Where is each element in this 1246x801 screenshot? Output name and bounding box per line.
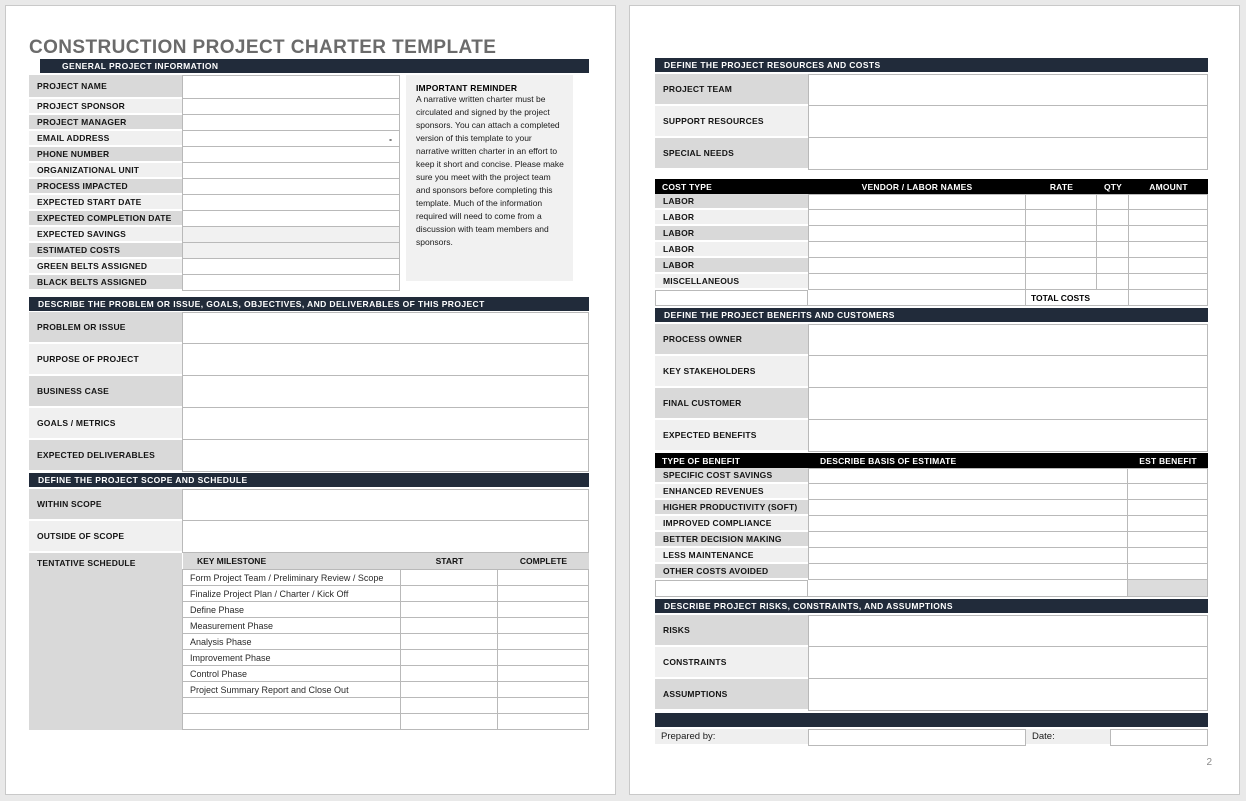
field-value-cell[interactable] (182, 147, 400, 163)
field-label: PROJECT NAME (29, 75, 182, 99)
milestone-row (182, 618, 589, 634)
milestone-table (182, 553, 589, 730)
milestone-start-cell[interactable] (401, 586, 498, 602)
field-label: PROJECT TEAM (655, 74, 808, 106)
scope-table (29, 489, 589, 553)
milestone-complete-cell[interactable] (498, 682, 589, 698)
field-label: PROJECT SPONSOR (29, 99, 182, 115)
milestone-start-cell[interactable] (401, 650, 498, 666)
field-label: EXPECTED START DATE (29, 195, 182, 211)
vendor-cell[interactable] (808, 210, 1026, 226)
date-label: Date: (1026, 729, 1110, 746)
field-label: ESTIMATED COSTS (29, 243, 182, 259)
milestone-start-cell[interactable] (401, 634, 498, 650)
benefits-customers-row (655, 324, 1208, 356)
general-info-area (29, 75, 589, 291)
field-label: EXPECTED DELIVERABLES (29, 440, 182, 472)
page-number: 2 (1206, 757, 1212, 768)
amount-cell[interactable] (1129, 194, 1208, 210)
milestone-row (182, 569, 589, 586)
total-costs-row (655, 290, 1208, 306)
field-label: ORGANIZATIONAL UNIT (29, 163, 182, 179)
key-milestone-column-header: KEY MILESTONE (197, 556, 267, 566)
vendor-cell[interactable] (808, 242, 1026, 258)
describe-table (29, 312, 589, 472)
amount-cell[interactable] (1129, 210, 1208, 226)
qty-cell[interactable] (1097, 210, 1129, 226)
cost-type-label: MISCELLANEOUS (655, 274, 808, 290)
section-header-general-project-information: GENERAL PROJECT INFORMATION (40, 59, 589, 73)
vendor-cell[interactable] (808, 226, 1026, 242)
cost-table-header (655, 179, 1208, 194)
field-value-cell[interactable] (182, 440, 589, 472)
est-benefit-cell[interactable] (1128, 564, 1208, 580)
basis-of-estimate-cell[interactable] (808, 516, 1128, 532)
milestone-start-cell[interactable] (401, 682, 498, 698)
milestone-name-cell[interactable]: Form Project Team / Preliminary Review / Scope (182, 569, 401, 586)
field-label: EXPECTED COMPLETION DATE (29, 211, 182, 227)
field-label: PROCESS IMPACTED (29, 179, 182, 195)
field-value-cell[interactable] (182, 211, 400, 227)
field-value-cell[interactable] (182, 521, 589, 553)
field-label: EXPECTED BENEFITS (655, 420, 808, 452)
milestone-name-cell[interactable] (182, 714, 401, 730)
field-value-cell[interactable] (808, 615, 1208, 647)
field-value-cell[interactable] (182, 275, 400, 291)
cost-rows (655, 194, 1208, 290)
amount-cell[interactable] (1129, 242, 1208, 258)
total-costs-label: TOTAL COSTS (1026, 290, 1129, 306)
field-value-cell[interactable] (182, 312, 589, 344)
milestone-start-cell[interactable] (401, 666, 498, 682)
field-value-cell[interactable] (182, 115, 400, 131)
est-benefit-cell[interactable] (1128, 500, 1208, 516)
describe-row (29, 312, 589, 344)
scope-row (29, 521, 589, 553)
tentative-schedule-row (29, 553, 589, 730)
describe-row (29, 344, 589, 376)
milestone-row (182, 586, 589, 602)
field-label: PURPOSE OF PROJECT (29, 344, 182, 376)
milestone-row (182, 602, 589, 618)
field-label: ASSUMPTIONS (655, 679, 808, 711)
field-label: CONSTRAINTS (655, 647, 808, 679)
field-label: GREEN BELTS ASSIGNED (29, 259, 182, 275)
field-value-cell[interactable] (808, 74, 1208, 106)
field-label: SUPPORT RESOURCES (655, 106, 808, 138)
qty-column-header: QTY (1103, 181, 1123, 192)
benefit-type-label: LESS MAINTENANCE (655, 548, 808, 564)
qty-cell[interactable] (1097, 194, 1129, 210)
basis-of-estimate-cell[interactable] (808, 468, 1128, 484)
risks-row (655, 647, 1208, 679)
document-title: CONSTRUCTION PROJECT CHARTER TEMPLATE (29, 37, 497, 58)
milestone-name-cell[interactable]: Measurement Phase (182, 618, 401, 634)
qty-cell[interactable] (1097, 242, 1129, 258)
cost-row (655, 242, 1208, 258)
vendor-cell[interactable] (808, 194, 1026, 210)
start-column-header: START (435, 556, 464, 566)
benefit-table-header (655, 453, 1208, 468)
milestone-start-cell[interactable] (401, 618, 498, 634)
milestone-complete-cell[interactable] (498, 586, 589, 602)
basis-of-estimate-cell[interactable] (808, 548, 1128, 564)
rate-column-header: RATE (1049, 181, 1074, 192)
milestone-complete-cell[interactable] (498, 650, 589, 666)
benefits-customers-row (655, 388, 1208, 420)
milestone-complete-cell[interactable] (498, 698, 589, 714)
reminder-title: IMPORTANT REMINDER (416, 83, 518, 93)
benefit-row (655, 516, 1208, 532)
rate-cell[interactable] (1026, 274, 1097, 290)
field-label: PHONE NUMBER (29, 147, 182, 163)
rate-cell[interactable] (1026, 210, 1097, 226)
field-value-cell[interactable] (182, 243, 400, 259)
field-value-cell[interactable] (808, 138, 1208, 170)
cost-row (655, 210, 1208, 226)
cost-type-label: LABOR (655, 242, 808, 258)
risks-row (655, 679, 1208, 711)
risks-table (655, 615, 1208, 711)
milestone-start-cell[interactable] (401, 602, 498, 618)
amount-cell[interactable] (1129, 274, 1208, 290)
benefit-empty-type-cell[interactable] (655, 580, 808, 597)
section-header-benefits-customers: DEFINE THE PROJECT BENEFITS AND CUSTOMERS (655, 308, 1208, 322)
field-value-cell[interactable] (182, 408, 589, 440)
milestone-name-cell[interactable]: Control Phase (182, 666, 401, 682)
field-label: GOALS / METRICS (29, 408, 182, 440)
amount-cell[interactable] (1129, 226, 1208, 242)
page-2 (629, 5, 1240, 795)
describe-row (29, 440, 589, 472)
field-value-cell[interactable] (182, 179, 400, 195)
field-value-cell[interactable] (182, 99, 400, 115)
benefit-type-label: SPECIFIC COST SAVINGS (655, 468, 808, 484)
milestone-row (182, 714, 589, 730)
field-label: FINAL CUSTOMER (655, 388, 808, 420)
prepared-by-input[interactable] (808, 729, 1026, 746)
milestone-table-header (182, 553, 589, 569)
milestone-name-cell[interactable]: Analysis Phase (182, 634, 401, 650)
benefit-type-label: IMPROVED COMPLIANCE (655, 516, 808, 532)
milestone-complete-cell[interactable] (498, 602, 589, 618)
benefit-type-label: BETTER DECISION MAKING (655, 532, 808, 548)
qty-cell[interactable] (1097, 226, 1129, 242)
basis-of-estimate-cell[interactable] (808, 500, 1128, 516)
field-value-cell[interactable] (182, 163, 400, 179)
cost-table (655, 179, 1208, 306)
rate-cell[interactable] (1026, 242, 1097, 258)
benefit-row (655, 484, 1208, 500)
est-benefit-cell[interactable] (1128, 532, 1208, 548)
benefit-row (655, 500, 1208, 516)
vendor-labor-names-column-header: VENDOR / LABOR NAMES (861, 181, 973, 192)
benefit-type-label: OTHER COSTS AVOIDED (655, 564, 808, 580)
benefit-row (655, 532, 1208, 548)
tentative-schedule-label: TENTATIVE SCHEDULE (29, 553, 182, 730)
est-benefit-cell[interactable] (1128, 468, 1208, 484)
field-value-cell[interactable] (808, 324, 1208, 356)
field-value-cell[interactable] (808, 647, 1208, 679)
milestone-name-cell[interactable]: Project Summary Report and Close Out (182, 682, 401, 698)
field-label: PROJECT MANAGER (29, 115, 182, 131)
basis-of-estimate-cell[interactable] (808, 564, 1128, 580)
est-benefit-column-header: EST BENEFIT (1139, 455, 1197, 466)
cost-type-column-header: COST TYPE (662, 181, 712, 192)
rate-cell[interactable] (1026, 194, 1097, 210)
basis-of-estimate-cell[interactable] (808, 484, 1128, 500)
scope-row (29, 489, 589, 521)
benefit-row (655, 548, 1208, 564)
field-value-cell[interactable] (808, 388, 1208, 420)
field-label: OUTSIDE OF SCOPE (29, 521, 182, 553)
important-reminder-box (406, 75, 573, 281)
field-value-cell[interactable] (182, 376, 589, 408)
field-value-cell[interactable] (182, 195, 400, 211)
field-value-cell[interactable] (182, 75, 400, 99)
milestone-complete-cell[interactable] (498, 618, 589, 634)
cost-type-label: LABOR (655, 258, 808, 274)
milestone-row (182, 682, 589, 698)
total-row-empty-cell[interactable] (655, 290, 808, 306)
milestone-complete-cell[interactable] (498, 569, 589, 586)
cost-type-label: LABOR (655, 226, 808, 242)
type-of-benefit-column-header: TYPE OF BENEFIT (662, 455, 741, 466)
risks-row (655, 615, 1208, 647)
cost-row (655, 226, 1208, 242)
page-1 (5, 5, 616, 795)
est-benefit-cell[interactable] (1128, 484, 1208, 500)
milestone-name-cell[interactable]: Improvement Phase (182, 650, 401, 666)
resources-row (655, 138, 1208, 170)
milestone-name-cell[interactable]: Finalize Project Plan / Charter / Kick Off (182, 586, 401, 602)
qty-cell[interactable] (1097, 274, 1129, 290)
field-label: RISKS (655, 615, 808, 647)
cost-type-label: LABOR (655, 210, 808, 226)
resources-row (655, 74, 1208, 106)
cost-type-label: LABOR (655, 194, 808, 210)
milestone-start-cell[interactable] (401, 698, 498, 714)
date-input[interactable] (1110, 729, 1208, 746)
benefit-empty-row (655, 580, 1208, 597)
field-label: EMAIL ADDRESS (29, 131, 182, 147)
footer-row (655, 729, 1208, 746)
benefit-type-label: ENHANCED REVENUES (655, 484, 808, 500)
milestone-complete-cell[interactable] (498, 634, 589, 650)
rate-cell[interactable] (1026, 258, 1097, 274)
field-value-cell[interactable]: - (182, 131, 400, 147)
milestone-rows (182, 569, 589, 730)
field-label: SPECIAL NEEDS (655, 138, 808, 170)
benefit-type-label: HIGHER PRODUCTIVITY (SOFT) (655, 500, 808, 516)
cost-row (655, 274, 1208, 290)
benefits-customers-row (655, 356, 1208, 388)
est-benefit-cell[interactable] (1128, 548, 1208, 564)
field-label: EXPECTED SAVINGS (29, 227, 182, 243)
complete-column-header: COMPLETE (519, 556, 568, 566)
field-value-cell[interactable] (808, 420, 1208, 452)
basis-of-estimate-column-header: DESCRIBE BASIS OF ESTIMATE (820, 455, 957, 466)
amount-cell[interactable] (1129, 258, 1208, 274)
field-value-cell[interactable] (182, 259, 400, 275)
section-header-risks-constraints: DESCRIBE PROJECT RISKS, CONSTRAINTS, AND ASSUMPTIONS (655, 599, 1208, 613)
field-value-cell[interactable] (182, 227, 400, 243)
field-value-cell[interactable] (182, 344, 589, 376)
section-header-scope-schedule: DEFINE THE PROJECT SCOPE AND SCHEDULE (29, 473, 589, 487)
milestone-name-cell[interactable]: Define Phase (182, 602, 401, 618)
milestone-complete-cell[interactable] (498, 666, 589, 682)
field-label: PROBLEM OR ISSUE (29, 312, 182, 344)
milestone-start-cell[interactable] (401, 569, 498, 586)
milestone-row (182, 634, 589, 650)
field-value-cell[interactable] (808, 679, 1208, 711)
section-header-resources-costs: DEFINE THE PROJECT RESOURCES AND COSTS (655, 58, 1208, 72)
cost-row (655, 258, 1208, 274)
section-header-describe-problem: DESCRIBE THE PROBLEM OR ISSUE, GOALS, OBJECTIVES, AND DELIVERABLES OF THIS PROJECT (29, 297, 589, 311)
qty-cell[interactable] (1097, 258, 1129, 274)
resources-row (655, 106, 1208, 138)
prepared-by-label: Prepared by: (655, 729, 808, 746)
milestone-row (182, 650, 589, 666)
milestone-name-cell[interactable] (182, 698, 401, 714)
vendor-cell[interactable] (808, 274, 1026, 290)
resources-table (655, 74, 1208, 170)
field-label: BUSINESS CASE (29, 376, 182, 408)
field-label: PROCESS OWNER (655, 324, 808, 356)
benefit-empty-est-cell[interactable] (1128, 580, 1208, 597)
benefit-row (655, 564, 1208, 580)
field-value-cell[interactable] (182, 489, 589, 521)
field-value-cell[interactable] (808, 356, 1208, 388)
benefit-row (655, 468, 1208, 484)
milestone-complete-cell[interactable] (498, 714, 589, 730)
field-value-cell[interactable] (808, 106, 1208, 138)
reminder-body: A narrative written charter must be circulated and signed by the project sponsors. You can attach a completed version of this template to your narrative written charter in an effort to keep it short and concise. Please make sure you meet with the project team and sponsors before completing this template. Much of the information required will need to come from a discussion with team members and sponsors. (416, 94, 564, 247)
field-label: KEY STAKEHOLDERS (655, 356, 808, 388)
benefit-empty-basis-cell[interactable] (808, 580, 1128, 597)
vendor-cell[interactable] (808, 258, 1026, 274)
field-label: WITHIN SCOPE (29, 489, 182, 521)
amount-column-header: AMOUNT (1149, 181, 1188, 192)
describe-row (29, 376, 589, 408)
rate-cell[interactable] (1026, 226, 1097, 242)
cost-row (655, 194, 1208, 210)
milestone-row (182, 666, 589, 682)
est-benefit-cell[interactable] (1128, 516, 1208, 532)
total-amount-cell[interactable] (1129, 290, 1208, 306)
footer-divider-bar (655, 713, 1208, 727)
benefit-rows (655, 468, 1208, 580)
milestone-start-cell[interactable] (401, 714, 498, 730)
milestone-row (182, 698, 589, 714)
benefits-customers-row (655, 420, 1208, 452)
basis-of-estimate-cell[interactable] (808, 532, 1128, 548)
benefit-table (655, 453, 1208, 597)
describe-row (29, 408, 589, 440)
field-label: BLACK BELTS ASSIGNED (29, 275, 182, 291)
benefits-customers-table (655, 324, 1208, 452)
total-row-vendor-cell[interactable] (808, 290, 1026, 306)
